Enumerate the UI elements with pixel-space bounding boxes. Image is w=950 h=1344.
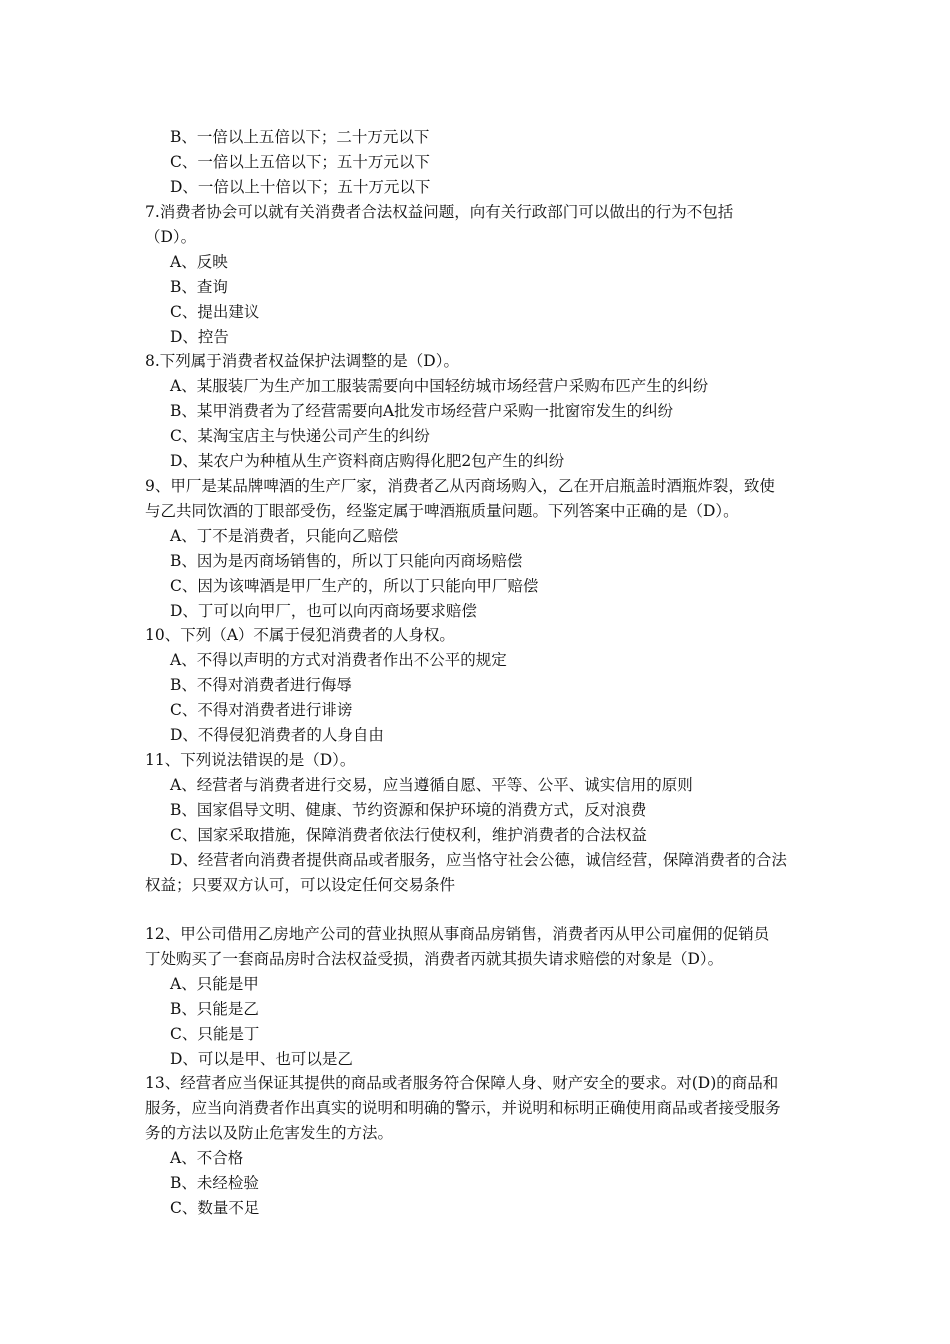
- question-9-stem-cont: 与乙共同饮酒的丁眼部受伤，经鉴定属于啤酒瓶质量问题。下列答案中正确的是（D）。: [145, 502, 739, 520]
- question-11-stem: 11、下列说法错误的是（D）。: [145, 751, 356, 769]
- question-12-stem-cont: 丁处购买了一套商品房时合法权益受损，消费者丙就其损失请求赔偿的对象是（D）。: [145, 950, 724, 968]
- q10-option-c: C、不得对消费者进行诽谤: [170, 701, 353, 719]
- question-8-stem: 8.下列属于消费者权益保护法调整的是（D）。: [145, 352, 459, 370]
- question-13-stem: 13、经营者应当保证其提供的商品或者服务符合保障人身、财产安全的要求。对(D)的商品和: [145, 1074, 779, 1092]
- q7-option-d: D、控告: [170, 328, 229, 346]
- q8-option-a: A、某服装厂为生产加工服装需要向中国轻纺城市场经营户采购布匹产生的纠纷: [170, 377, 709, 395]
- question-7-stem: 7.消费者协会可以就有关消费者合法权益问题，向有关行政部门可以做出的行为不包括: [145, 203, 734, 221]
- q12-option-a: A、只能是甲: [170, 975, 259, 993]
- q10-option-d: D、不得侵犯消费者的人身自由: [170, 726, 384, 744]
- q10-option-b: B、不得对消费者进行侮辱: [170, 676, 352, 694]
- question-13-stem-cont: 服务，应当向消费者作出真实的说明和明确的警示，并说明和标明正确使用商品或者接受服务: [145, 1099, 781, 1117]
- option-d: D、一倍以上十倍以下；五十万元以下: [170, 178, 431, 196]
- q12-option-d: D、可以是甲、也可以是乙: [170, 1050, 353, 1068]
- question-13-stem-cont-2: 务的方法以及防止危害发生的方法。: [145, 1124, 394, 1142]
- question-7-stem-cont: （D）。: [145, 228, 197, 246]
- q9-option-b: B、因为是丙商场销售的，所以丁只能向丙商场赔偿: [170, 552, 523, 570]
- q11-option-c: C、国家采取措施，保障消费者依法行使权利，维护消费者的合法权益: [170, 826, 647, 844]
- q9-option-d: D、丁可以向甲厂，也可以向丙商场要求赔偿: [170, 602, 477, 620]
- q7-option-a: A、反映: [170, 253, 228, 271]
- q11-option-d: D、经营者向消费者提供商品或者服务，应当恪守社会公德，诚信经营，保障消费者的合法: [170, 851, 787, 869]
- q8-option-c: C、某淘宝店主与快递公司产生的纠纷: [170, 427, 430, 445]
- q12-option-c: C、只能是丁: [170, 1025, 260, 1043]
- option-c: C、一倍以上五倍以下；五十万元以下: [170, 153, 430, 171]
- q11-option-a: A、经营者与消费者进行交易，应当遵循自愿、平等、公平、诚实信用的原则: [170, 776, 693, 794]
- q11-option-d-cont: 权益；只要双方认可，可以设定任何交易条件: [145, 876, 456, 894]
- q7-option-b: B、查询: [170, 278, 228, 296]
- q9-option-a: A、丁不是消费者，只能向乙赔偿: [170, 527, 399, 545]
- question-12-stem: 12、甲公司借用乙房地产公司的营业执照从事商品房销售，消费者丙从甲公司雇佣的促销员: [145, 925, 770, 943]
- question-9-stem: 9、甲厂是某品牌啤酒的生产厂家，消费者乙从丙商场购入，乙在开启瓶盖时酒瓶炸裂，致使: [145, 477, 775, 495]
- q13-option-b: B、未经检验: [170, 1174, 259, 1192]
- q13-option-a: A、不合格: [170, 1149, 244, 1167]
- q12-option-b: B、只能是乙: [170, 1000, 259, 1018]
- q7-option-c: C、提出建议: [170, 303, 260, 321]
- option-b: B、一倍以上五倍以下；二十万元以下: [170, 128, 430, 146]
- q13-option-c: C、数量不足: [170, 1199, 260, 1217]
- q9-option-c: C、因为该啤酒是甲厂生产的，所以丁只能向甲厂赔偿: [170, 577, 539, 595]
- q10-option-a: A、不得以声明的方式对消费者作出不公平的规定: [170, 651, 507, 669]
- q11-option-b: B、国家倡导文明、健康、节约资源和保护环境的消费方式，反对浪费: [170, 801, 647, 819]
- q8-option-d: D、某农户为种植从生产资料商店购得化肥2包产生的纠纷: [170, 452, 565, 470]
- q8-option-b: B、某甲消费者为了经营需要向A批发市场经营户采购一批窗帘发生的纠纷: [170, 402, 674, 420]
- question-10-stem: 10、下列（A）不属于侵犯消费者的人身权。: [145, 626, 455, 644]
